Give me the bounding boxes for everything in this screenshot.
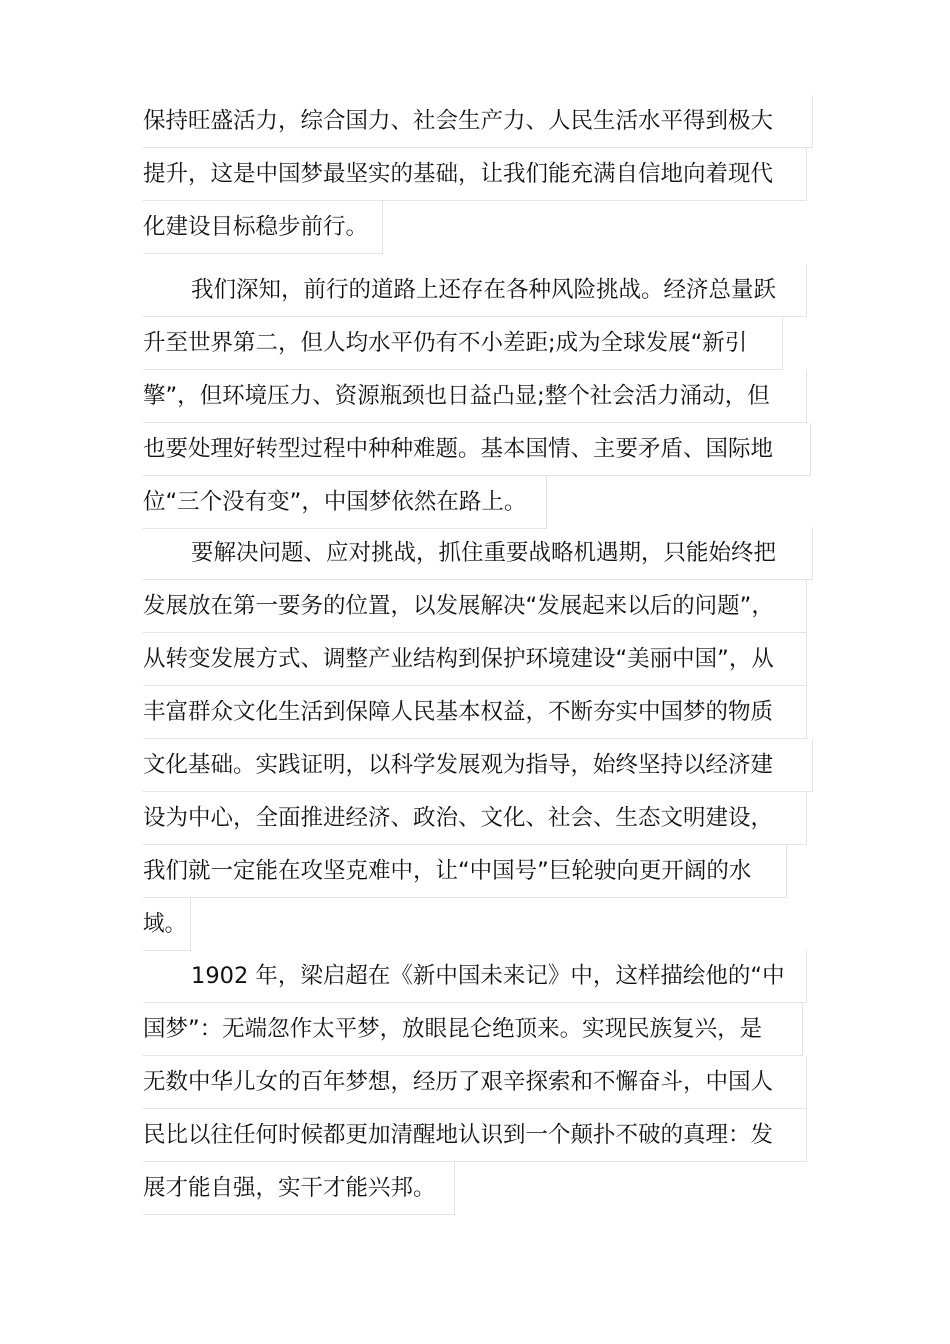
text-line — [143, 370, 807, 423]
text-line — [143, 95, 813, 148]
text-line-content: 文化基础。实践证明，以科学发展观为指导，始终坚持以经济建 — [143, 752, 774, 778]
text-line-content: 1902 年，梁启超在《新中国未来记》中，这样描绘他的“中 — [191, 963, 785, 989]
text-line-content: 丰富群众文化生活到保障人民基本权益，不断夯实中国梦的物质 — [143, 699, 774, 725]
text-line — [143, 950, 807, 1003]
text-line — [143, 898, 191, 951]
text-line-content: 民比以往任何时候都更加清醒地认识到一个颠扑不破的真理：发 — [143, 1122, 774, 1148]
text-line-content: 设为中心，全面推进经济、政治、文化、社会、生态文明建设， — [143, 805, 774, 831]
text-line — [143, 527, 813, 580]
text-line-content: 要解决问题、应对挑战，抓住重要战略机遇期，只能始终把 — [191, 540, 777, 566]
text-line-content: 无数中华儿女的百年梦想，经历了艰辛探索和不懈奋斗，中国人 — [143, 1069, 774, 1095]
text-line-content: 发展放在第一要务的位置，以发展解决“发展起来以后的问题”， — [143, 593, 774, 619]
text-line-content: 域。 — [143, 911, 186, 937]
text-line-content: 保持旺盛活力，综合国力、社会生产力、人民生活水平得到极大 — [143, 108, 774, 134]
text-line-content: 也要处理好转型过程中种种难题。基本国情、主要矛盾、国际地 — [143, 436, 774, 462]
text-line-content: 位“三个没有变”，中国梦依然在路上。 — [143, 489, 527, 515]
text-line — [143, 317, 783, 370]
text-line — [143, 148, 807, 201]
text-line-content: 展才能自强，实干才能兴邦。 — [143, 1175, 436, 1201]
text-line — [143, 1056, 807, 1109]
text-line — [143, 739, 813, 792]
text-line — [143, 1109, 807, 1162]
text-line-content: 化建设目标稳步前行。 — [143, 214, 369, 240]
text-line-content: 提升，这是中国梦最坚实的基础，让我们能充满自信地向着现代 — [143, 161, 774, 187]
text-line-content: 从转变发展方式、调整产业结构到保护环境建设“美丽中国”，从 — [143, 646, 774, 672]
text-line — [143, 1003, 803, 1056]
text-line — [143, 476, 547, 529]
paragraph-3 — [143, 527, 823, 951]
text-line — [143, 633, 807, 686]
paragraph-2 — [143, 264, 823, 529]
text-line — [143, 1162, 455, 1215]
text-line-content: 国梦”：无端忽作太平梦，放眼昆仑绝顶来。实现民族复兴，是 — [143, 1016, 763, 1042]
text-line-content: 升至世界第二，但人均水平仍有不小差距;成为全球发展“新引 — [143, 330, 748, 356]
text-line — [143, 201, 383, 254]
text-line — [143, 423, 811, 476]
text-line — [143, 845, 787, 898]
text-line — [143, 792, 807, 845]
paragraph-4 — [143, 950, 823, 1215]
text-line — [143, 686, 807, 739]
text-line-content: 我们就一定能在攻坚克难中，让“中国号”巨轮驶向更开阔的水 — [143, 858, 752, 884]
text-line — [143, 580, 807, 633]
text-line — [143, 264, 807, 317]
text-line-content: 擎”，但环境压力、资源瓶颈也日益凸显;整个社会活力涌动，但 — [143, 383, 770, 409]
paragraph-1 — [143, 95, 823, 254]
text-line-content: 我们深知，前行的道路上还存在各种风险挑战。经济总量跃 — [191, 277, 777, 303]
